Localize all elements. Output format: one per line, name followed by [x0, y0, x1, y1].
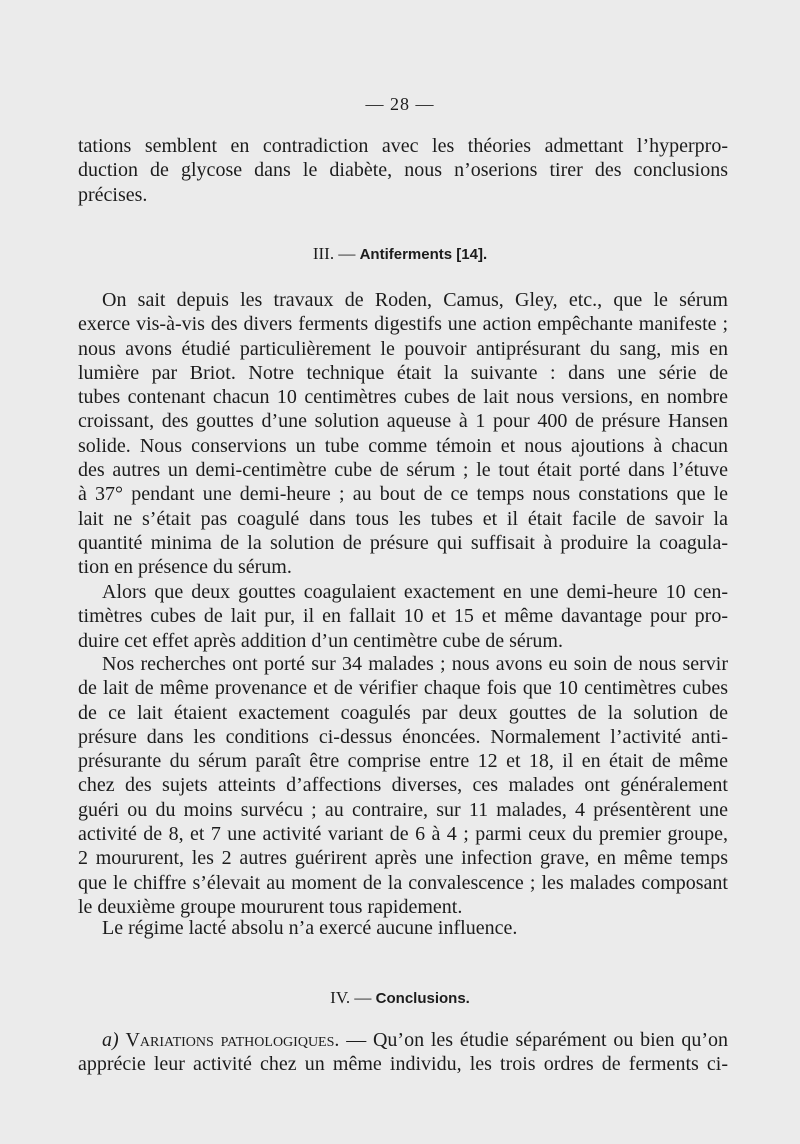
text-line: tion en présence du sérum.: [78, 556, 292, 579]
text-line: lait ne s’était pas coagulé dans tous les tubes et il était facile de savoir la: [78, 507, 728, 530]
section-number: III. —: [312, 244, 356, 263]
paragraph-5: [78, 1028, 728, 1077]
section-title: Antiferments [14].: [359, 246, 488, 263]
text-line: à 37° pendant une demi-heure ; au bout de ce temps nous constations que le: [78, 483, 728, 506]
subsection-title: Variations pathologiques.: [125, 1029, 340, 1051]
text-line: des autres un demi-centimètre cube de sérum ; le tout était porté dans l’étuve: [78, 459, 728, 482]
text-line: Alors que deux gouttes coagulaient exactement en une demi-heure 10 cen-: [102, 581, 728, 603]
text-line: lumière par Briot. Notre technique était la suivante : dans une série de: [78, 361, 728, 384]
paragraph-3: [78, 652, 728, 919]
section-heading-antiferments: [0, 244, 800, 265]
section-heading-conclusions: [0, 988, 800, 1009]
text-line: duction de glycose dans le diabète, nous n’oserions tirer des conclusions: [78, 159, 728, 182]
text-line: activité de 8, et 7 une activité variant de 6 à 4 ; parmi ceux du premier groupe,: [78, 823, 728, 846]
text-line: Nos recherches ont porté sur 34 malades ; nous avons eu soin de nous servir: [102, 653, 728, 675]
text-line: de lait de même provenance et de vérifier chaque fois que 10 centimètres cubes: [78, 677, 728, 700]
text-line: que le chiffre s’élevait au moment de la convalescence ; les malades composant: [78, 871, 728, 894]
paragraph-4: [78, 916, 728, 940]
text-line: duire cet effet après addition d’un centimètre cube de sérum.: [78, 629, 563, 652]
text-line: de ce lait étaient exactement coagulés par deux gouttes de la solution de: [78, 701, 728, 724]
text-line: le deuxième groupe moururent tous rapidement.: [78, 895, 463, 918]
section-title: Conclusions.: [375, 990, 470, 1007]
text-line: solide. Nous conservions un tube comme témoin et nous ajoutions à chacun: [78, 434, 728, 457]
text-line: présurante du sérum paraît être comprise entre 12 et 18, il en était de même: [78, 750, 728, 773]
text-line: Le régime lacté absolu n’a exercé aucune influence.: [102, 917, 518, 939]
text-line: précises.: [78, 183, 148, 206]
text-line: tations semblent en contradiction avec les théories admettant l’hyperpro-: [78, 135, 728, 157]
item-label: a): [102, 1029, 119, 1051]
line-text: — Qu’on les étudie séparément ou bien qu’on: [346, 1029, 728, 1051]
paragraph-1: [78, 288, 728, 580]
text-line: [78, 1028, 728, 1052]
intro-paragraph: [78, 134, 728, 207]
text-line: 2 moururent, les 2 autres guérirent après une infection grave, en même temps: [78, 847, 728, 870]
page-number: — 28 —: [365, 94, 435, 114]
text-line: nous avons étudié particulièrement le pouvoir antiprésurant du sang, mis en: [78, 337, 728, 360]
paragraph-2: [78, 580, 728, 653]
text-line: quantité minima de la solution de présure qui suffisait à produire la coagula-: [78, 531, 728, 554]
section-number: IV. —: [330, 988, 372, 1007]
text-line: croissant, des gouttes d’une solution aqueuse à 1 pour 400 de présure Hansen: [78, 410, 728, 433]
text-line: exerce vis-à-vis des divers ferments digestifs une action empêchante manifeste ;: [78, 313, 728, 336]
text-line: On sait depuis les travaux de Roden, Camus, Gley, etc., que le sérum: [102, 289, 728, 311]
text-line: tubes contenant chacun 10 centimètres cubes de lait nous versions, en nombre: [78, 386, 728, 409]
text-line: présure dans les conditions ci-dessus énoncées. Normalement l’activité anti-: [78, 725, 728, 748]
text-line: guéri ou du moins survécu ; au contraire, sur 11 malades, 4 présentèrent une: [78, 798, 728, 821]
text-line: timètres cubes de lait pur, il en fallait 10 et 15 et même davantage pour pro-: [78, 605, 728, 628]
text-line: chez des sujets atteints d’affections diverses, ces malades ont généralement: [78, 774, 728, 797]
text-line: apprécie leur activité chez un même individu, les trois ordres de ferments ci-: [78, 1053, 728, 1076]
